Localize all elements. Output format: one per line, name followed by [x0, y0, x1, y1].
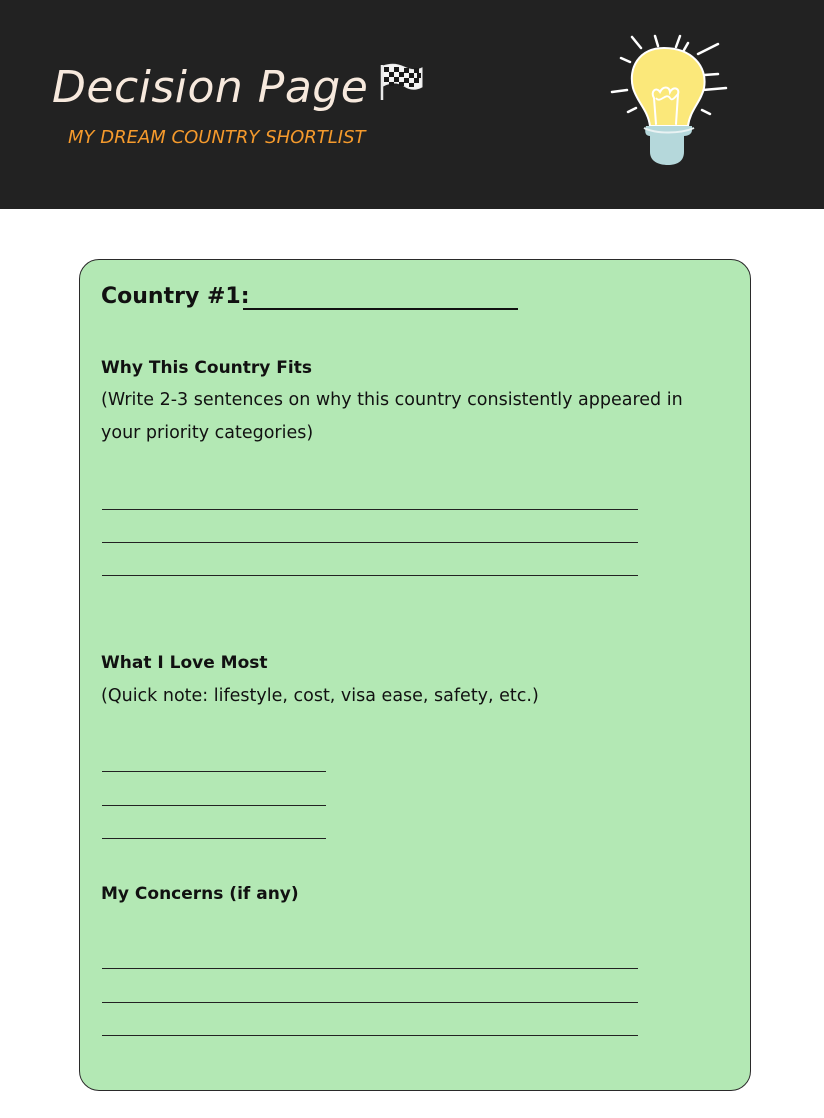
page-subtitle: MY DREAM COUNTRY SHORTLIST: [68, 127, 366, 148]
section-heading-love-most: What I Love Most: [101, 653, 268, 673]
section-note-love-most: (Quick note: lifestyle, cost, visa ease, safety, etc.): [101, 686, 539, 706]
country-card: [79, 259, 751, 1091]
write-line[interactable]: [102, 575, 638, 576]
checkered-flag-icon: [378, 62, 424, 113]
section-note-why-fits: (Write 2-3 sentences on why this country consistently appeared in your priority categories): [101, 390, 683, 443]
write-line[interactable]: [102, 838, 326, 839]
write-line[interactable]: [102, 1002, 638, 1003]
country-name-blank[interactable]: [243, 308, 518, 310]
section-heading-why-fits: Why This Country Fits: [101, 358, 312, 378]
write-line[interactable]: [102, 1035, 638, 1036]
page-header: [0, 0, 824, 209]
write-line[interactable]: [102, 771, 326, 772]
write-line[interactable]: [102, 968, 638, 969]
country-heading: Country #1:: [101, 284, 250, 309]
page-title-text: Decision Page: [52, 62, 369, 113]
page-title: [52, 62, 424, 113]
write-line[interactable]: [102, 542, 638, 543]
write-line[interactable]: [102, 509, 638, 510]
section-heading-concerns: My Concerns (if any): [101, 884, 299, 904]
light-bulb-icon: [606, 30, 734, 174]
write-line[interactable]: [102, 805, 326, 806]
